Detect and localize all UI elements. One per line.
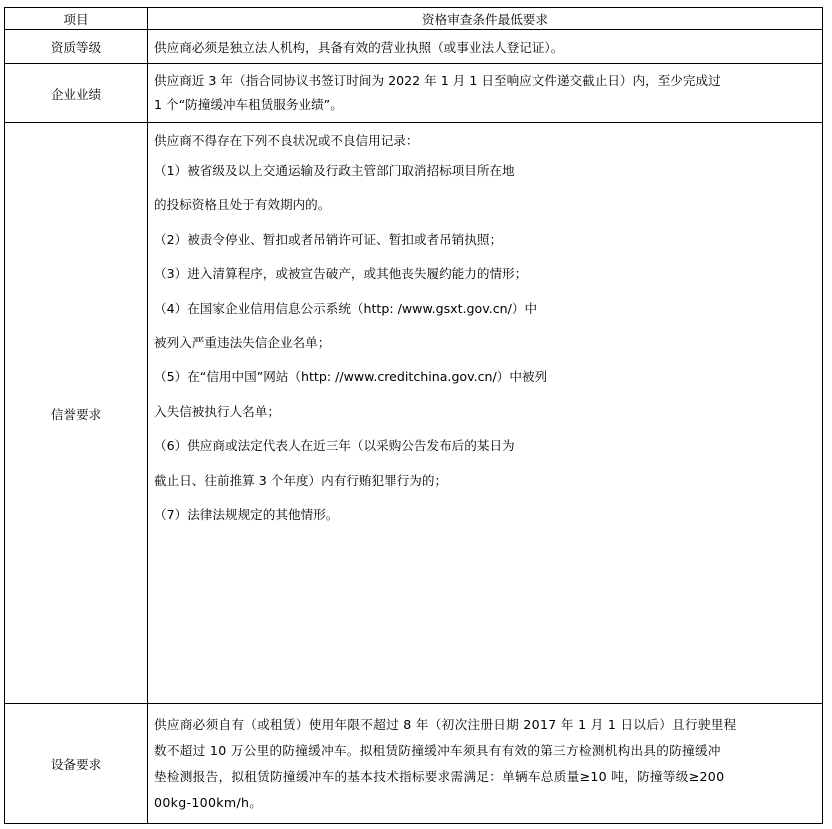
- header-item: 项目: [5, 8, 148, 30]
- row-label-qualification-level: 资质等级: [5, 30, 148, 64]
- text-line: 截止日、往前推算 3 个年度）内有行贿犯罪行为的；: [154, 472, 448, 488]
- text-line: （1）被省级及以上交通运输及行政主管部门取消招标项目所在地: [154, 163, 515, 178]
- table-row-qualification-level: [5, 30, 823, 64]
- row-content-equipment-requirements: [148, 704, 823, 824]
- table-row-equipment-requirements: [5, 704, 823, 824]
- text-line: 数不超过 10 万公里的防撞缓冲车。拟租赁防撞缓冲车须具有有效的第三方检测机构出具的防撞缓冲: [154, 742, 721, 758]
- row-content-enterprise-performance: [148, 64, 823, 123]
- table-row-credit-requirements: [5, 123, 823, 704]
- header-requirement: 资格审查条件最低要求: [148, 8, 823, 30]
- text-line: （7）法律法规规定的其他情形。: [154, 506, 339, 522]
- row-label-credit-requirements: 信誉要求: [5, 123, 148, 704]
- row-content-credit-requirements: [148, 123, 823, 704]
- text-line: 00kg-100km/h。: [154, 794, 263, 810]
- row-label-equipment-requirements: 设备要求: [5, 704, 148, 824]
- qualification-requirements-table: [4, 7, 823, 824]
- table-row-enterprise-performance: [5, 64, 823, 123]
- row-content-qualification-level: [148, 30, 823, 64]
- text-line: 的投标资格且处于有效期内的。: [154, 197, 331, 213]
- table-header-row: [5, 8, 823, 30]
- text-line: 垫检测报告，拟租赁防撞缓冲车的基本技术指标要求需满足：单辆车总质量≥10 吨，防撞等级≥200: [154, 768, 725, 784]
- text-line: （3）进入清算程序，或被宣告破产，或其他丧失履约能力的情形；: [154, 266, 528, 282]
- text-line: 供应商必须自有（或租赁）使用年限不超过 8 年（初次注册日期 2017 年 1 月 1 日以后）且行驶里程: [154, 716, 737, 732]
- text-line: （4）在国家企业信用信息公示系统（http: /www.gsxt.gov.cn/）中: [154, 300, 538, 316]
- row-label-enterprise-performance: 企业业绩: [5, 64, 148, 123]
- text-line: （5）在“信用中国”网站（http: //www.creditchina.gov.cn/）中被列: [154, 369, 548, 385]
- text-line: 1 个“防撞缓冲车租赁服务业绩”。: [154, 97, 343, 112]
- text-line: 供应商必须是独立法人机构，具备有效的营业执照（或事业法人登记证）。: [154, 40, 564, 55]
- text-line: 供应商近 3 年（指合同协议书签订时间为 2022 年 1 月 1 日至响应文件递交截止日）内，至少完成过: [154, 73, 721, 88]
- text-line: （2）被责令停业、暂扣或者吊销许可证、暂扣或者吊销执照；: [154, 231, 503, 247]
- text-line: 入失信被执行人名单；: [154, 403, 280, 419]
- text-line: 被列入严重违法失信企业名单；: [154, 334, 331, 350]
- text-line: （6）供应商或法定代表人在近三年（以采购公告发布后的某日为: [154, 438, 515, 454]
- text-line: 供应商不得存在下列不良状况或不良信用记录：: [154, 133, 419, 148]
